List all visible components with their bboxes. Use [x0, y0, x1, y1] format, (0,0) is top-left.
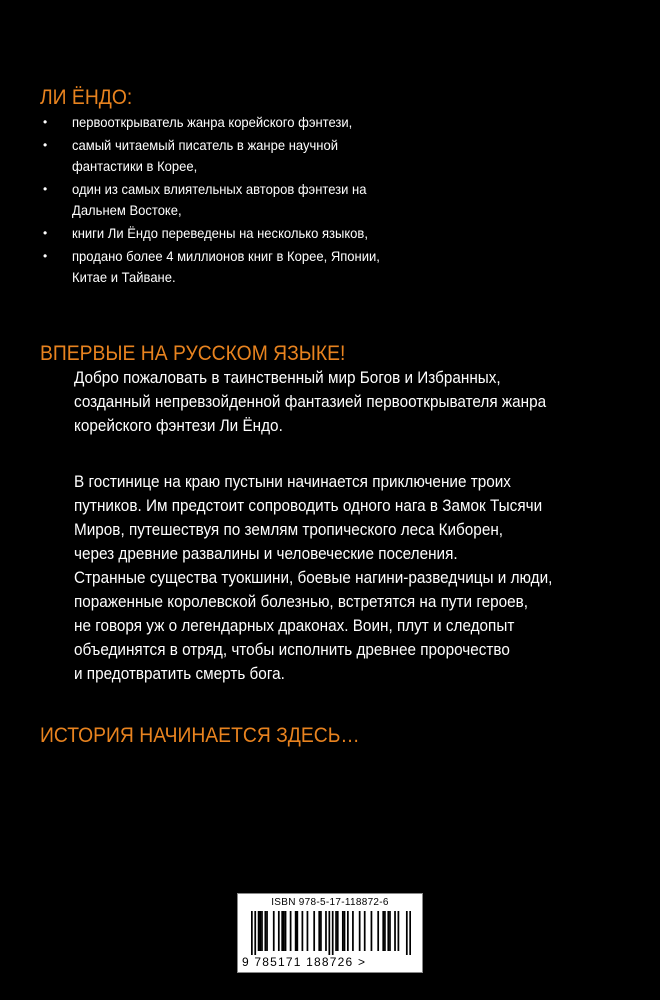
barcode-bar	[258, 911, 260, 951]
fact-item	[40, 223, 460, 244]
barcode-digits: 9 785171 188726 >	[242, 955, 367, 969]
barcode-bar	[290, 911, 292, 951]
author-facts-list	[40, 112, 460, 290]
fact-item	[40, 135, 460, 177]
author-heading: ЛИ ЁНДО:	[40, 86, 133, 109]
bullet-icon: •	[43, 249, 48, 263]
barcode-bar	[251, 911, 253, 955]
barcode-bar	[307, 911, 309, 951]
barcode-bar	[313, 911, 315, 951]
fact-line: продано более 4 миллионов книг в Корее, Японии,	[72, 248, 380, 264]
barcode-bar	[266, 911, 268, 951]
barcode-bar	[352, 911, 354, 951]
paragraph-line: Миров, путешествуя по землям тропического леса Киборен,	[74, 520, 504, 539]
barcode-bar	[406, 911, 408, 955]
paragraph-line: через древние развалины и человеческие поселения.	[74, 544, 458, 563]
barcode-bar	[283, 911, 285, 951]
paragraph-line: пораженные королевской болезнью, встретятся на пути героев,	[74, 592, 528, 611]
barcode-bar	[261, 911, 263, 951]
barcode-bar	[273, 911, 275, 951]
barcode-bar	[344, 911, 346, 951]
barcode-bar	[384, 911, 386, 951]
fact-line: один из самых влиятельных авторов фэнтези на	[72, 181, 367, 197]
barcode-bar	[332, 911, 334, 955]
barcode-bar	[387, 911, 389, 951]
fact-item	[40, 246, 460, 288]
barcode-bar	[335, 911, 337, 951]
barcode-bar	[409, 911, 411, 955]
barcode-bar	[328, 911, 330, 955]
paragraph-line: и предотвратить смерть бога.	[74, 664, 285, 683]
barcode-bar	[398, 911, 400, 951]
paragraph-line: не говоря уж о легендарных драконах. Воин, плут и следопыт	[74, 616, 515, 635]
paragraph-line: корейского фэнтези Ли Ёндо.	[74, 416, 283, 435]
bullet-icon: •	[43, 138, 48, 152]
barcode-bar	[320, 911, 322, 951]
barcode-bar	[325, 911, 327, 951]
bullet-icon: •	[43, 226, 48, 240]
barcode-bar	[389, 911, 391, 951]
barcode-bar	[281, 911, 283, 951]
fact-line: книги Ли Ёндо переведены на несколько языков,	[72, 225, 368, 241]
barcode-bar	[259, 911, 261, 951]
intro-paragraph	[74, 366, 599, 438]
fact-line: Китае и Тайване.	[72, 269, 176, 285]
paragraph-line: путников. Им предстоит сопроводить одного нага в Замок Тысячи	[74, 496, 543, 515]
barcode-bar	[394, 911, 396, 951]
barcode-bar	[302, 911, 304, 951]
paragraph-line: Странные существа туокшини, боевые нагини-разведчицы и люди,	[74, 568, 553, 587]
fact-item	[40, 179, 460, 221]
first-in-russian-heading: ВПЕРВЫЕ НА РУССКОМ ЯЗЫКЕ!	[40, 342, 346, 365]
bullet-icon: •	[43, 182, 48, 196]
barcode-bar	[264, 911, 266, 951]
isbn-label: ISBN 978-5-17-118872-6	[271, 897, 389, 908]
barcode-bar	[296, 911, 298, 951]
barcode-bar	[347, 911, 349, 951]
barcode-bar	[295, 911, 297, 951]
barcode-bar	[359, 911, 361, 951]
barcode-bar	[318, 911, 320, 951]
paragraph-line: созданный непревзойденной фантазией первооткрывателя жанра	[74, 392, 547, 411]
barcode-bar	[382, 911, 384, 951]
barcode-bar	[337, 911, 339, 951]
fact-line: самый читаемый писатель в жанре научной	[72, 137, 338, 153]
barcode-bar	[254, 911, 256, 955]
barcode-bar	[342, 911, 344, 951]
barcode-bar	[377, 911, 379, 951]
barcode-bar	[285, 911, 287, 951]
fact-line: Дальнем Востоке,	[72, 202, 182, 218]
bullet-icon: •	[43, 115, 48, 129]
paragraph-line: объединятся в отряд, чтобы исполнить древнее пророчество	[74, 640, 510, 659]
barcode-bar	[371, 911, 373, 951]
fact-line: первооткрыватель жанра корейского фэнтези,	[72, 114, 353, 130]
barcode-icon	[251, 911, 411, 955]
paragraph-line: В гостинице на краю пустыни начинается приключение троих	[74, 472, 511, 491]
fact-item	[40, 112, 460, 133]
story-begins-heading: ИСТОРИЯ НАЧИНАЕТСЯ ЗДЕСЬ…	[40, 724, 360, 747]
barcode-bar	[278, 911, 280, 951]
paragraph-line: Добро пожаловать в таинственный мир Богов и Избранных,	[74, 368, 501, 387]
barcode-bar	[364, 911, 366, 951]
isbn-barcode	[237, 893, 423, 973]
plot-paragraph	[74, 470, 606, 686]
fact-line: фантастики в Корее,	[72, 158, 198, 174]
